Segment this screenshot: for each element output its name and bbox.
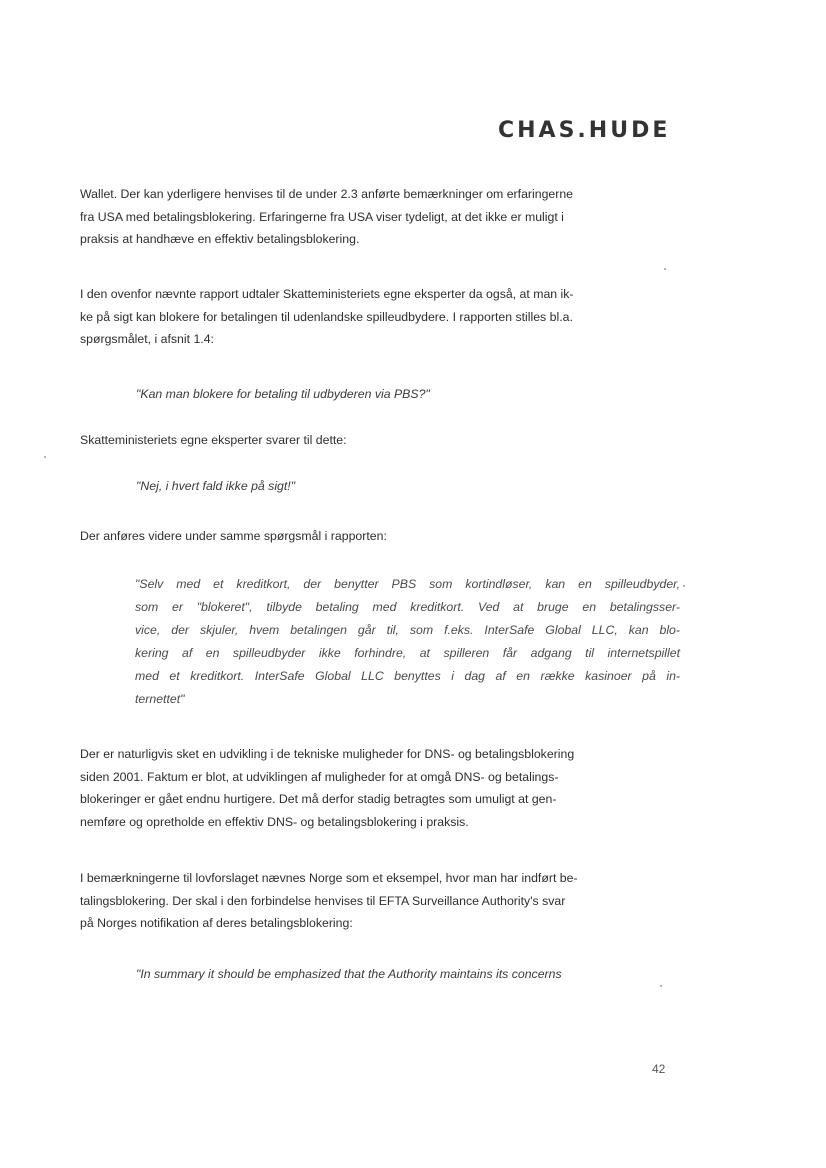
paragraph-usa-experience xyxy=(80,183,680,251)
scan-speck xyxy=(664,268,666,270)
quote-line: som er "blokeret", tilbyde betaling med kreditkort. Ved at bruge en betalingsser- xyxy=(135,600,680,614)
text-line: ke på sigt kan blokere for betalingen til udenlandske spilleudbydere. I rapporten stilles bl.a. xyxy=(80,309,573,324)
scan-speck xyxy=(683,585,685,587)
quote-line: "In summary it should be emphasized that the Authority maintains its concerns xyxy=(136,967,562,981)
text-line: på Norges notifikation af deres betalingsblokering: xyxy=(80,916,353,930)
logo-chas-hude: CHAS.HUDE xyxy=(498,118,671,143)
text-line: spørgsmålet, i afsnit 1.4: xyxy=(80,332,214,346)
scan-speck xyxy=(44,456,46,458)
paragraph-further-in-report xyxy=(80,525,680,548)
scan-speck xyxy=(660,985,662,987)
text-line: I bemærkningerne til lovforslaget nævnes Norge som et eksempel, hvor man har indført be- xyxy=(80,871,578,885)
quote-experts-answer xyxy=(136,475,656,498)
text-line: fra USA med betalingsblokering. Erfaringerne fra USA viser tydeligt, at det ikke er muligt i xyxy=(80,209,564,224)
quote-line: med et kreditkort. InterSafe Global LLC benyttes i dag af en række kasinoer på in- xyxy=(135,669,680,683)
text-line: blokeringer er gået endnu hurtigere. Det må derfor stadig betragtes som umuligt at gen- xyxy=(80,792,557,806)
quote-line: vice, der skjuler, hvem betalingen går til, som f.eks. InterSafe Global LLC, kan blo- xyxy=(135,623,680,637)
quote-credit-card-block xyxy=(135,573,680,711)
quote-line: kering af en spilleudbyder ikke forhindre, at spilleren får adgang til internetspillet xyxy=(135,646,680,660)
quote-pbs-question xyxy=(136,383,656,406)
text-line: Skatteministeriets egne eksperter svarer til dette: xyxy=(80,433,347,447)
paragraph-norway-example xyxy=(80,867,680,935)
page-number: 42 xyxy=(652,1062,666,1076)
text-line: I den ovenfor nævnte rapport udtaler Skatteministeriets egne eksperter da også, at man ik- xyxy=(80,287,574,301)
paragraph-ministry-report xyxy=(80,283,680,351)
text-line: Wallet. Der kan yderligere henvises til de under 2.3 anførte bemærkninger om erfaringerne xyxy=(80,187,574,201)
text-line: siden 2001. Faktum er blot, at udviklingen af muligheder for at omgå DNS- og betalings- xyxy=(80,769,559,784)
text-line: Der er naturligvis sket en udvikling i de tekniske muligheder for DNS- og betalingsblokering xyxy=(80,747,575,761)
text-line: Der anføres videre under samme spørgsmål i rapporten: xyxy=(80,529,387,543)
quote-line: "Kan man blokere for betaling til udbyderen via PBS?" xyxy=(136,387,430,401)
text-line: praksis at handhæve en effektiv betalingsblokering. xyxy=(80,232,360,246)
quote-line: ternettet" xyxy=(135,692,185,706)
text-line: talingsblokering. Der skal i den forbindelse henvises til EFTA Surveillance Authority's svar xyxy=(80,893,566,908)
paragraph-technical-development xyxy=(80,743,680,833)
quote-line: "Selv med et kreditkort, der benytter PBS som kortindløser, kan en spilleudbyder, xyxy=(135,577,680,591)
text-line: nemføre og opretholde en effektiv DNS- og betalingsblokering i praksis. xyxy=(80,814,469,829)
paragraph-experts-answer xyxy=(80,429,680,452)
quote-line: "Nej, i hvert fald ikke på sigt!" xyxy=(136,479,296,493)
quote-efta-summary xyxy=(136,963,676,986)
